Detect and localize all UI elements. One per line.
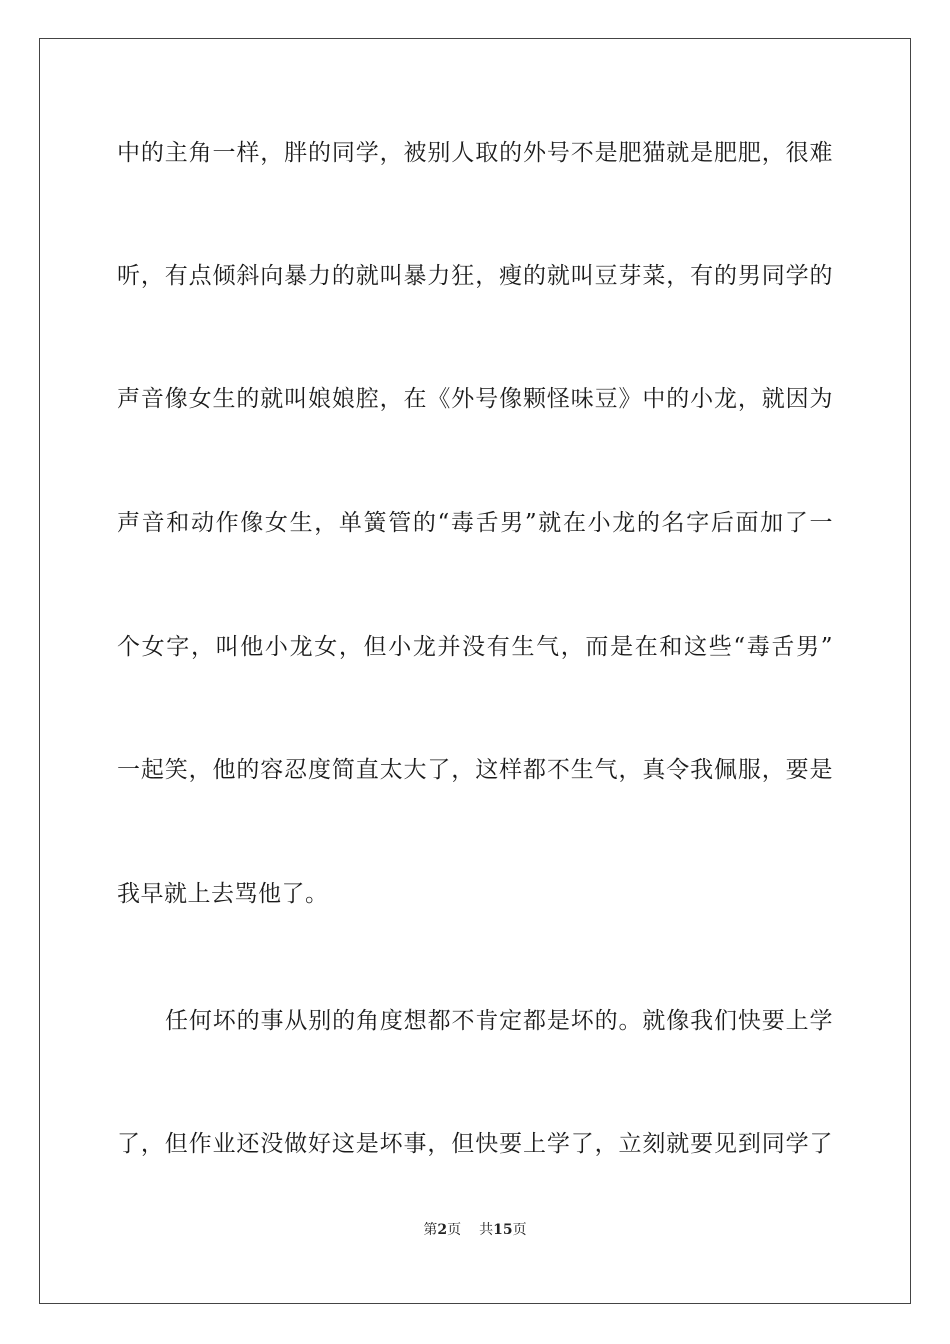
body-text-line: 一起笑，他的容忍度简直太大了，这样都不生气，真令我佩服，要是 bbox=[117, 757, 833, 783]
body-text-line: 我早就上去骂他了。 bbox=[117, 881, 329, 907]
body-text-line: 听，有点倾斜向暴力的就叫暴力狂，瘦的就叫豆芽菜，有的男同学的 bbox=[117, 263, 833, 289]
paragraph-first-line: 任何坏的事从别的角度想都不肯定都是坏的。就像我们快要上学 bbox=[165, 1008, 833, 1034]
body-text-line: 了，但作业还没做好这是坏事，但快要上学了，立刻就要见到同学了 bbox=[117, 1131, 833, 1157]
total-pages-prefix: 共 bbox=[479, 1222, 494, 1238]
page-number-prefix: 第 bbox=[423, 1222, 438, 1238]
body-text-line: 个女字，叫他小龙女，但小龙并没有生气，而是在和这些“毒舌男” bbox=[117, 634, 833, 660]
body-text-line: 中的主角一样，胖的同学，被别人取的外号不是肥猫就是肥肥，很难 bbox=[117, 140, 833, 166]
page-number: 2 bbox=[437, 1222, 448, 1238]
body-text-line: 声音和动作像女生，单簧管的“毒舌男”就在小龙的名字后面加了一 bbox=[117, 510, 833, 536]
total-pages: 15 bbox=[493, 1222, 513, 1238]
body-text-line: 声音像女生的就叫娘娘腔，在《外号像颗怪味豆》中的小龙，就因为 bbox=[117, 386, 833, 412]
page-footer bbox=[0, 1220, 950, 1240]
page-border bbox=[39, 38, 911, 1304]
total-pages-suffix: 页 bbox=[512, 1222, 527, 1238]
page-number-suffix: 页 bbox=[447, 1222, 462, 1238]
